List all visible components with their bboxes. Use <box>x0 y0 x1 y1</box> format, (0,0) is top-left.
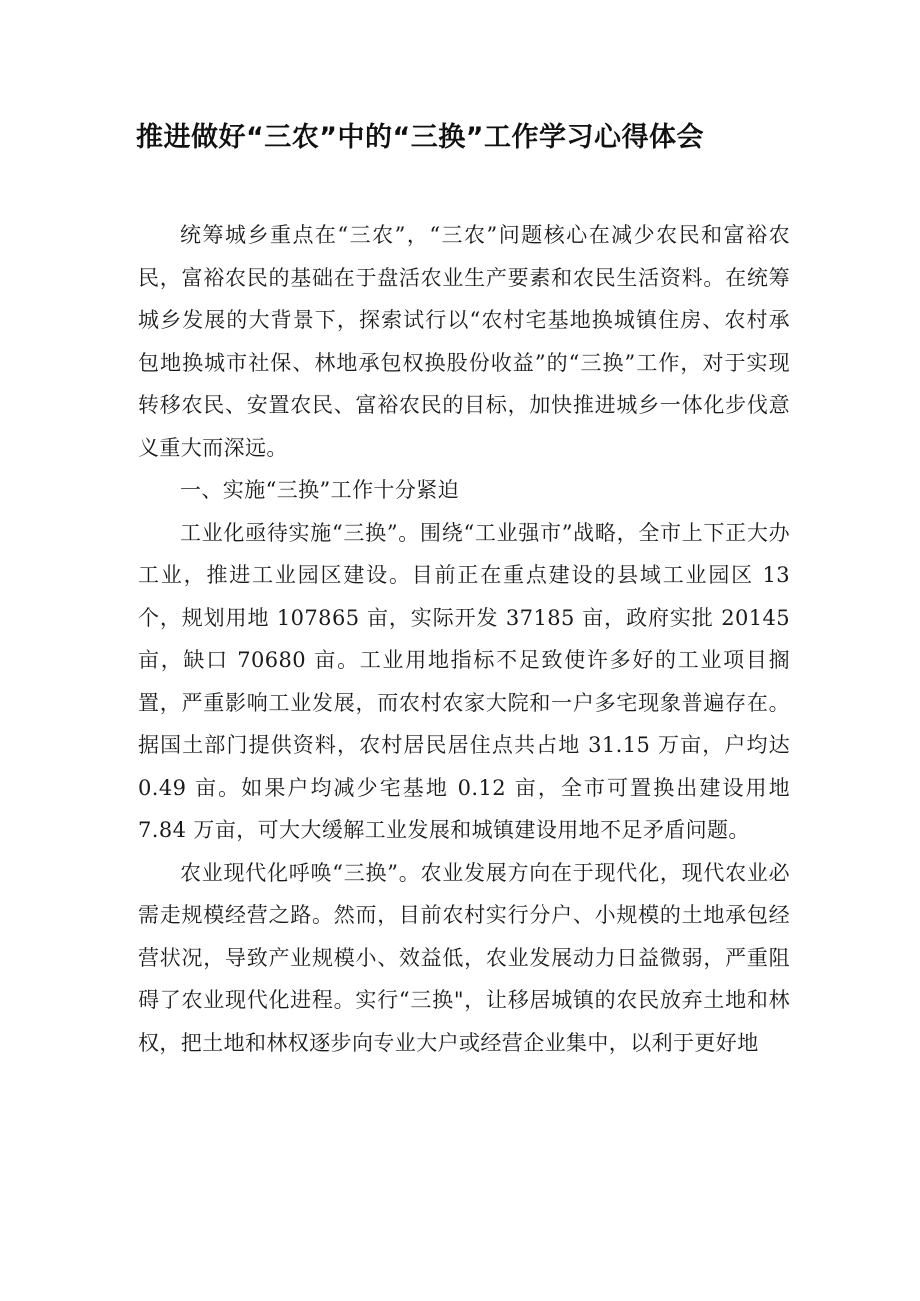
section-heading-1: 一、实施“三换”工作十分紧迫 <box>180 478 460 502</box>
paragraph-industrialization: 工业化亟待实施“三换”。围绕“工业强市”战略，全市上下正大办工业，推进工业园区建设。目前正在重点建设的县域工业园区 13 个，规划用地 107865 亩，实际开发 37185 亩，政府实批 20145 亩，缺口 70680 亩。工业用地指标不足致使许多好的工业项目搁置，严重影响工业发展，而农村农家大院和一户多宅现象普遍存在。据国土部门提供资料，农村居民居住点共占地 31.15 万亩，户均达 0.49 亩。如果户均减少宅基地 0.12 亩，全市可置换出建设用地 7.84 万亩，可大大缓解工业发展和城镇建设用地不足矛盾问题。 <box>138 520 790 842</box>
paragraph-agriculture: 农业现代化呼唤“三换”。农业发展方向在于现代化，现代农业必需走规模经营之路。然而，目前农村实行分户、小规模的土地承包经营状况，导致产业规模小、效益低，农业发展动力日益微弱，严重阻碍了农业现代化进程。实行“三换"，让移居城镇的农民放弃土地和林权，把土地和林权逐步向专业大户或经营企业集中，以利于更好地 <box>138 860 790 1055</box>
document-body <box>138 214 790 1064</box>
paragraph-intro: 统筹城乡重点在“三农”，“三农”问题核心在减少农民和富裕农民，富裕农民的基础在于盘活农业生产要素和农民生活资料。在统筹城乡发展的大背景下，探索试行以“农村宅基地换城镇住房、农村承包地换城市社保、林地承包权换股份收益”的“三换”工作，对于实现转移农民、安置农民、富裕农民的目标，加快推进城乡一体化步伐意义重大而深远。 <box>138 223 790 460</box>
document-title: 推进做好“三农”中的“三换”工作学习心得体会 <box>136 122 704 153</box>
